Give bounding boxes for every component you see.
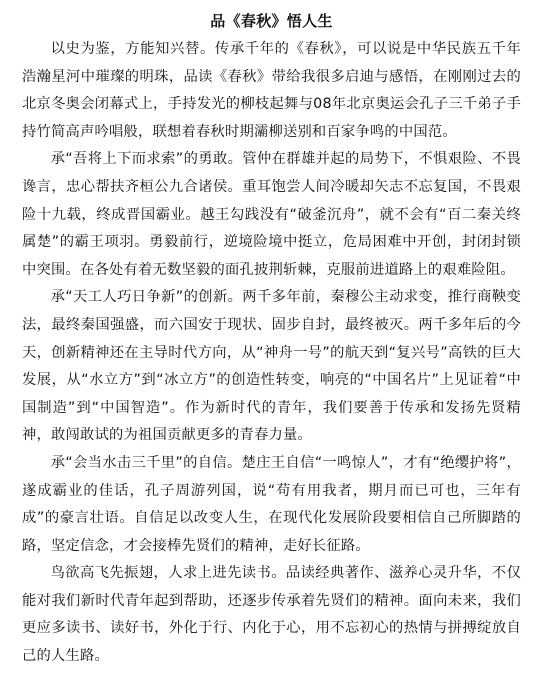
paragraph-confidence: 承“会当水击三千里”的自信。楚庄王自信“一鸣惊人”，才有“绝缨护将”，遂成霸业的佳话，孔子周游列国，说“苟有用我者，期月而已可也，三年有成”的豪言壮语。自信足以改变人生，在现代化发展阶段要相信自己所脚踏的路，坚定信念，才会接棒先贤们的精神，走好长征路。 — [22, 454, 521, 554]
article-title: 品《春秋》悟人生 — [210, 12, 333, 30]
paragraph-courage: 承“吾将上下而求索”的勇敢。管仲在群雄并起的局势下，不惧艰险、不畏谗言，忠心帮扶齐桓公九合诸侯。重耳饱尝人间冷暖却矢志不忘复国，不畏艰险十九载，终成晋国霸业。越王勾践没有“破釜沉舟”，就不会有“百二秦关终属楚”的霸王项羽。勇毅前行，逆境险境中挺立，危局困难中开创，封闭封锁中突围。在各处有着无数坚毅的面孔披荆斩棘，克服前进道路上的艰难险阻。 — [22, 151, 521, 278]
paragraph-intro: 以史为鉴，方能知兴替。传承千年的《春秋》，可以说是中华民族五千年浩瀚星河中璀璨的明珠，品读《春秋》带给我很多启迪与感悟，在刚刚过去的北京冬奥会闭幕式上，手持发光的柳枝起舞与08年北京奥运会孔子三千弟子手持竹简高声吟唱般，联想着春秋时期灞柳送别和百家争鸣的中国范。 — [22, 41, 521, 140]
paragraph-innovation: 承“天工人巧日争新”的创新。两千多年前，秦穆公主动求变，推行商鞅变法，最终秦国强盛，而六国安于现状、固步自封，最终被灭。两千多年后的今天，创新精神还在主导时代方向，从“神舟一号”的航天到“复兴号”高铁的巨大发展，从“水立方”到“冰立方”的创造性转变，响亮的“中国名片”上见证着“中国制造”到“中国智造”。作为新时代的青年，我们要善于传承和发扬先贤精神，敢闯敢试的为祖国贡献更多的青春力量。 — [22, 289, 521, 444]
paragraph-conclusion: 鸟欲高飞先振翅，人求上进先读书。品读经典著作、滋养心灵升华，不仅能对我们新时代青年起到帮助，还逐步传承着先贤们的精神。面向未来，我们更应多读书、读好书，外化于行、内化于心，用不忘初心的热情与拼搏绽放自己的人生路。 — [22, 565, 521, 665]
